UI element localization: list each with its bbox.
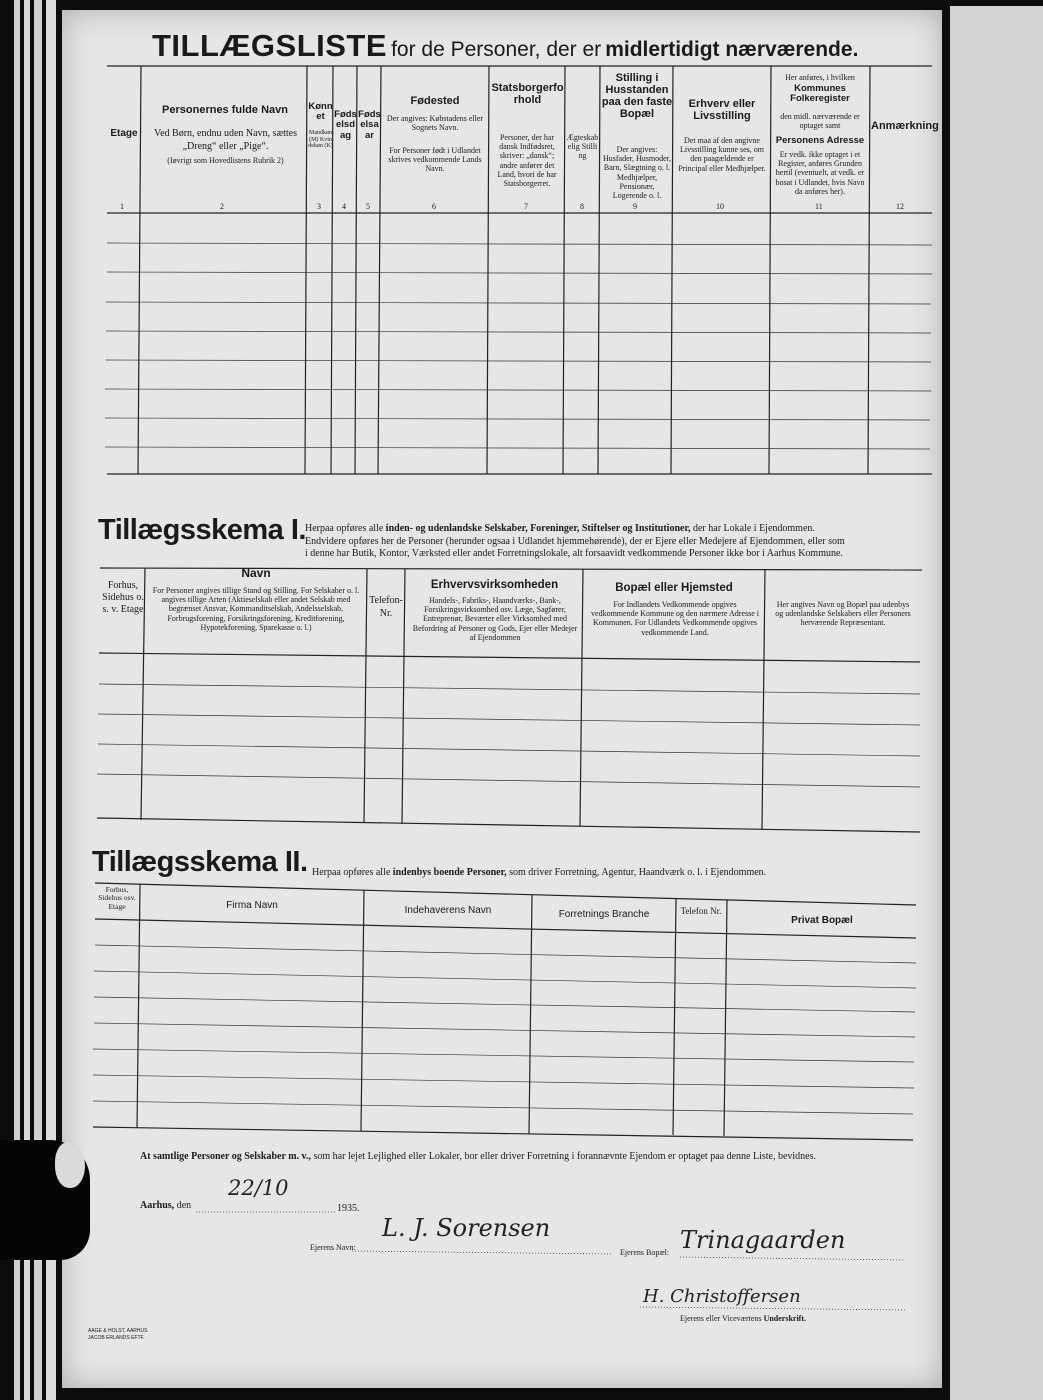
col-number: 7	[524, 202, 528, 211]
col-marital-header: Ægteskabelig Stilling	[566, 133, 599, 161]
skema2-col-indehaver: Indehaverens Navn	[404, 905, 492, 916]
skema2-intro-a: Herpaa opføres alle	[312, 867, 391, 878]
col-name-note: Ved Børn, endnu uden Navn, sættes „Dreng“ eller „Pige“.	[153, 128, 298, 152]
col-number: 1	[120, 202, 124, 211]
col-number: 11	[815, 202, 823, 211]
col-number: 6	[432, 202, 436, 211]
col-number: 12	[896, 202, 904, 211]
thumb-nail	[55, 1142, 85, 1188]
skema1-intro-3: i denne har Butik, Kontor, Værksted eller andet Forretningslokale, alt forsaavidt vedkommende Personer ikke bor i Aarhus Kommune.	[305, 548, 843, 559]
skema1-title: Tillægsskema I.	[98, 514, 306, 546]
skema1-col-repr: Her angives Navn og Bopæl paa udenbys og udenlandske Selskabers eller Personers herværende Repræsentant.	[775, 600, 911, 628]
skema1-col-navn: Navn	[241, 566, 271, 580]
skema1-col-bopael-note: For Indlandets Vedkommende opgives vedkommende Kommune og den nærmere Adresse i Kommunen. For Udlandets Vedkommende opgives vedkommende Land.	[591, 600, 759, 637]
col-name-header: Personernes fulde Navn	[162, 104, 288, 116]
skema1-col-tele: Telefon-Nr.	[369, 595, 403, 619]
printer-mark	[88, 1328, 147, 1341]
col-gender-note: Mandkøn (M) Kvindekøn (K)	[308, 130, 333, 150]
skema2-col-etage: Forhus, Sidehus osv. Etage	[98, 885, 136, 911]
signature-label-bold: Underskrift.	[763, 1314, 807, 1323]
printer-name2: JACOB ERLANDS EFTF.	[88, 1334, 145, 1341]
handwritten-signature: H. Christoffersen	[643, 1286, 801, 1307]
skema2-intro-b: indenbys boende Personer,	[392, 867, 507, 878]
footer-date-line	[140, 1200, 191, 1211]
signature-label	[680, 1314, 806, 1323]
footer-den: den	[176, 1200, 192, 1211]
owner-address-label: Ejerens Bopæl:	[620, 1248, 670, 1257]
skema2-col-branche: Forretnings Branche	[558, 909, 650, 920]
col-birthplace-note2: For Personer født i Udlandet skrives vedkommende Lands Navn.	[388, 146, 482, 174]
handwritten-owner-address: Trinagaarden	[680, 1226, 846, 1254]
col-register-note: den midl. nærværende er optaget samt	[780, 112, 860, 131]
col-number: 3	[317, 202, 321, 211]
col-number: 10	[716, 202, 724, 211]
title-tillaegsliste: TILLÆGSLISTE	[152, 28, 388, 63]
skema2-col-privat: Privat Bopæl	[791, 915, 853, 926]
skema1-intro	[305, 523, 925, 561]
col-name-note2: (Iøvrigt som Hovedlistens Rubrik 2)	[167, 156, 284, 165]
printer-name: AAGE & HOLST, AARHUS	[88, 1328, 148, 1334]
col-number: 5	[366, 202, 370, 211]
col-birthday-header: Fødselsdag	[334, 109, 357, 141]
owner-name-label: Ejerens Navn:	[310, 1243, 356, 1252]
main-title	[152, 28, 858, 64]
skema1-col-erhverv-note: Handels-, Fabriks-, Haandværks-, Bank-, Forsikringsvirksomhed osv. Læge, Sagfører, Entreprenør, Beværter eller Virksomhed med Befordring af Personer og Gods, Ejer eller Medejer af Ejendommen	[412, 596, 578, 642]
col-address-note: Er vedk. ikke optaget i et Register, anføres Grunden hertil (eventuelt, at vedk. er bosat i Udlandet, hvis Navn da anføres her).	[775, 150, 865, 196]
skema1-col-etage: Forhus, Sidehus o. s. v. Etage	[102, 580, 144, 615]
skema1-col-navn-note: For Personer angives tillige Stand og Stilling. For Selskaber o. l. angives tillige Arten (Aktieselskab eller andet Selskab med begrænset Ansvar, Kommanditselskab, Andelsselskab, Forbrugsforening, Forsikringsforening, Kreditforening, Hypotekforening, Sparekasse o. l.)	[152, 586, 360, 632]
title-middle: for de Personer, der er	[391, 38, 602, 61]
col-register-header: Kommunes Folkeregister	[790, 83, 850, 105]
handwritten-owner-name: L. J. Sorensen	[382, 1214, 551, 1242]
skema2-intro-c: som driver Forretning, Agentur, Haandværk o. l. i Ejendommen.	[509, 867, 767, 878]
skema1-intro-1b: inden- og udenlandske Selskaber, Foreninger, Stiftelser og Institutioner,	[385, 523, 691, 534]
col-register-note-top: Her anføres, i hvilken	[785, 73, 855, 82]
handwritten-date: 22/10	[228, 1176, 289, 1200]
col-number: 8	[580, 202, 584, 211]
signature-label-text: Ejerens eller Viceværtens	[680, 1314, 762, 1323]
skema2-col-telefon: Telefon Nr.	[680, 906, 722, 916]
col-number: 2	[220, 202, 224, 211]
skema2-intro	[312, 867, 766, 880]
skema1-col-erhverv: Erhvervsvirksomheden	[430, 579, 559, 591]
col-number: 4	[342, 202, 346, 211]
footer-year: 1935.	[337, 1203, 360, 1214]
col-gender-header: Kønnet	[308, 101, 333, 123]
col-remarks-header: Anmærkning	[871, 120, 939, 132]
skema2-col-firma: Firma Navn	[226, 900, 278, 911]
col-household-header: Stilling i Husstanden paa den faste Bopæl	[601, 72, 673, 121]
col-household-note: Der angives: Husfader, Husmoder, Barn, Slægtning o. l. Medhjælper, Pensionær, Logerende o. l.	[602, 145, 671, 200]
footer-city: Aarhus,	[140, 1200, 175, 1211]
skema2-title: Tillægsskema II.	[92, 846, 308, 878]
col-address-header: Personens Adresse	[775, 135, 865, 146]
col-birthplace-header: Fødested	[410, 95, 460, 107]
footer-statement	[140, 1150, 910, 1164]
skema1-intro-1a: Herpaa opføres alle	[305, 523, 384, 534]
title-end: midlertidigt nærværende.	[605, 38, 859, 61]
footer-statement-rest: som har lejet Lejlighed eller Lokaler, bor eller driver Forretning i forannævnte Ejendom er optaget paa denne Liste, bevidnes.	[313, 1151, 816, 1162]
col-number: 9	[633, 202, 637, 211]
col-occupation-header: Erhverv eller Livsstilling	[688, 98, 756, 123]
col-citizenship-note: Personer, der har dansk Indfødsret, skriver: „dansk“; andre anfører det Land, hvori de har Statsborgerret.	[497, 133, 557, 188]
skema1-intro-2: Endvidere opføres her de Personer (herunder ogsaa i Udlandet hjemmehørende), der er Ejere eller Medejere af Ejendommen, eller som	[305, 535, 845, 547]
col-birthyear-header: Fødselsaar	[358, 109, 381, 141]
footer-statement-bold: At samtlige Personer og Selskaber m. v.,	[140, 1151, 312, 1162]
col-birthplace-note: Der angives: Købstadens eller Sognets Navn.	[386, 114, 484, 133]
col-occupation-note: Det maa af den angivne Livsstilling kunne ses, om den paagældende er Principal eller Medhjælper.	[678, 136, 766, 173]
col-etage-header: Etage	[110, 128, 138, 139]
skema1-intro-1c: der har Lokale i Ejendommen.	[692, 523, 815, 534]
col-citizenship-header: Statsborgerforhold	[491, 82, 564, 107]
skema1-col-bopael: Bopæl eller Hjemsted	[615, 582, 733, 594]
